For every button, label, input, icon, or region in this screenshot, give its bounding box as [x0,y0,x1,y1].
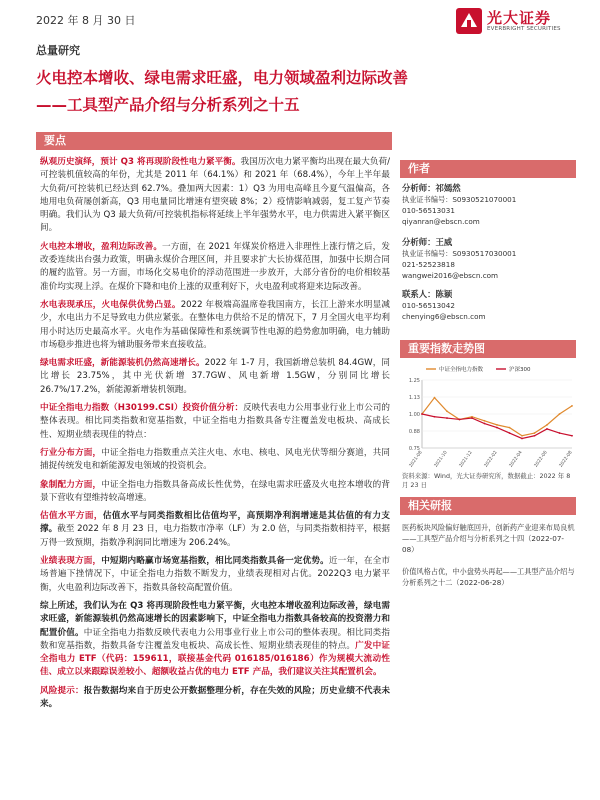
chart-source-note: 资料来源：Wind，光大证券研究所，数据截止：2022 年 8 月 23 日 [402,472,571,489]
report-type: 总量研究 [36,44,80,57]
data-point [509,432,511,434]
x-tick-label: 2022-08 [558,450,574,469]
key-points-body [40,156,390,716]
x-tick-label: 2021-10 [433,450,449,469]
section-bar-author: 作者 [400,160,576,178]
y-tick-label: 0.88 [408,429,420,435]
data-point [484,420,486,422]
data-point [534,432,536,434]
paragraph-performance: 业绩表现方面，中短期内略赢市场宽基指数，相比同类指数具备一定优势。近一年，在全市场普遍下挫情况下，中证全指电力指数不断发力，业绩表现相对占优。2022Q3 电力紧平衡，火电盈利边际改善下，指数具备较高配置价值。 [40,556,390,593]
index-trend-chart-svg [402,362,576,472]
report-subtitle: ——工具型产品介绍与分析系列之十五 [36,96,300,114]
y-tick-label: 0.75 [408,446,420,452]
data-point [446,410,448,412]
legend-label: 沪深300 [509,367,531,373]
paragraph-thermal-power: 火电控本增收，盈利边际改善。一方面，在 2021 年煤炭价格进入非理性上涨行情之后，发改委连续出台强力政策，明确永煤价合理区间，并且要求扩大长协煤范围，加强中长期合同的履约监管。另一方面，市场化交易电价的浮动范围进一步放开，大部分省份的电价相较基准价均实现上浮。在煤价下降和电价上涨的双重利好下，火电盈利或将迎来边际改善。 [40,241,390,292]
data-point [434,397,436,399]
section-bar-index-chart: 重要指数走势图 [400,340,576,358]
x-tick-label: 2022-04 [508,450,524,469]
y-tick-label: 1.25 [408,378,420,384]
report-date: 2022 年 8 月 30 日 [36,14,136,27]
x-tick-label: 2021-12 [458,450,474,469]
related-report-item[interactable]: 价值风格占优，中小盘势头再起——工具型产品介绍与分析系列之十二（2022-06-28） [402,567,575,587]
data-point [509,427,511,429]
section-bar-key-points: 要点 [36,132,392,150]
data-point [434,416,436,418]
y-tick-label: 1.00 [408,412,420,418]
data-point [559,432,561,434]
x-tick-label: 2022-06 [533,450,549,469]
author-wangwei: 分析师：王威 执业证书编号：S0930517030001 021-52523818 wangwei2016@ebscn.com [402,237,517,280]
data-point [546,424,548,426]
logo-name-en: EVERBRIGHT SECURITIES [487,25,561,32]
data-point [459,419,461,421]
x-tick-label: 2021-08 [408,450,424,469]
data-point [559,413,561,415]
data-point [421,413,423,415]
data-point [521,435,523,437]
related-report-item[interactable]: 医药板块风险偏好触底回升，创新药产业迎来布局良机——工具型产品介绍与分析系列之十四（2022-07-08） [402,523,575,554]
data-point [521,438,523,440]
legend-label: 中证全指电力指数 [439,367,484,373]
paragraph-power-balance: 纵观历史演绎，预计 Q3 将再现阶段性电力紧平衡。我国历次电力紧平衡均出现在最大负荷/可控装机值较高的年份，尤其是 2011 年（64.1%）和 2021 年（68.4%），今年上半年最大负荷/可控装机已经达到 62.7%。叠加两大因素：1）Q3 为用电高峰且今夏气温偏高，各地用电负荷屡创新高，Q3 用电量同比增速有望突破 8%；2）疫情影响减弱，复工复产节奏明确。我们认为 Q3 最大负荷/可控装机指标将延续上半年强势水平，电力供需进入紧平衡区间。 [40,157,390,234]
company-logo [456,6,576,36]
x-tick-label: 2022-02 [483,450,499,469]
paragraph-risk-warning: 风险提示：报告数据均来自于历史公开数据整理分析，存在失效的风险；历史业绩不代表未来。 [40,685,390,709]
data-point [496,424,498,426]
paragraph-hydro-power: 水电表现承压，火电保供优势凸显。2022 年极端高温席卷我国南方，长江上游来水明显减少，水电出力不足导致电力供应紧张。在整体电力供给不足的情况下，7 月全国火电平均利用小时达历史最高水平。火电作为基础保障性和系统调节性电源的趋势愈加明确，电力辅助市场稳步推进也将为辅助服务带来直接收益。 [40,299,390,350]
data-point [484,423,486,425]
author-qiyanran: 分析师：祁嫣然 执业证书编号：S0930521070001 010-56513031 qiyanran@ebscn.com [402,183,517,226]
data-point [571,435,573,437]
paragraph-green-power: 绿电需求旺盛，新能源装机仍然高速增长。2022 年 1-7 月，我国新增总装机 84.4GW，同比增长 23.75%，其中光伏新增 37.7GW、风电新增 1.5GW，分别同比增长 26.7%/17.2%，新能源新增装机领跑。 [40,358,390,395]
paragraph-growth: 象制配力方面，中证全指电力指数具备高成长性优势，在绿电需求旺盛及火电控本增收的背景下营收有望维持较高增速。 [40,479,390,503]
report-title: 火电控本增收、绿电需求旺盛，电力领域盈利边际改善 [36,69,409,87]
data-point [534,435,536,437]
y-tick-label: 1.13 [408,395,420,401]
paragraph-conclusion: 综上所述，我们认为在 Q3 将再现阶段性电力紧平衡，火电控本增收盈利边际改善，绿电需求旺盛，新能源装机仍然高速增长的因素影响下，中证全指电力指数具备较高的投资潜力和配置价值。中证全指电力指数反映代表电力公用事业行业上市公司的整体表现。相比同类指数和宽基指数，指数具备专注覆盖发电板块、高成长性、短期业绩表现佳的特点。广发中证全指电力 ETF（代码：159611，联接基金代码 016185/016186）作为规模大流动性佳、成立以来跟踪误差较小、超额收益占优的电力 ETF 产品，我们建议关注其配置机会。 [40,600,390,678]
series-line [422,414,572,438]
author-chenying: 联系人：陈颖 010-56513042 chenying6@ebscn.com [402,289,486,321]
data-point [471,417,473,419]
data-point [446,417,448,419]
index-trend-chart [402,362,576,472]
paragraph-valuation: 估值水平方面，估值水平与同类指数相比估值均平，高预期净利润增速是其估值的有力支撑。截至 2022 年 8 月 23 日，电力指数市净率（LF）为 2.0 倍，与同类指数相持平，根据万得一致预期，指数净利润同比增速为 206.24%。 [40,511,390,548]
data-point [571,405,573,407]
logo-name-cn: 光大证券 [487,8,552,27]
data-point [496,427,498,429]
paragraph-industry-distribution: 行业分布方面，中证全指电力指数重点关注火电、水电、核电、风电光伏等细分赛道，共同捕捉传统发电和新能源发电领域的投资机会。 [40,447,390,472]
logo-mark-icon [456,8,482,34]
data-point [546,428,548,430]
paragraph-index-value: 中证全指电力指数（H30199.CSI）投资价值分析：反映代表电力公用事业行业上市公司的整体表现。相比同类指数和宽基指数，中证全指电力指数具备专注覆盖发电板块、高成长性、短期业绩表现佳的特点： [40,403,390,440]
section-bar-related-reports: 相关研报 [400,497,576,515]
